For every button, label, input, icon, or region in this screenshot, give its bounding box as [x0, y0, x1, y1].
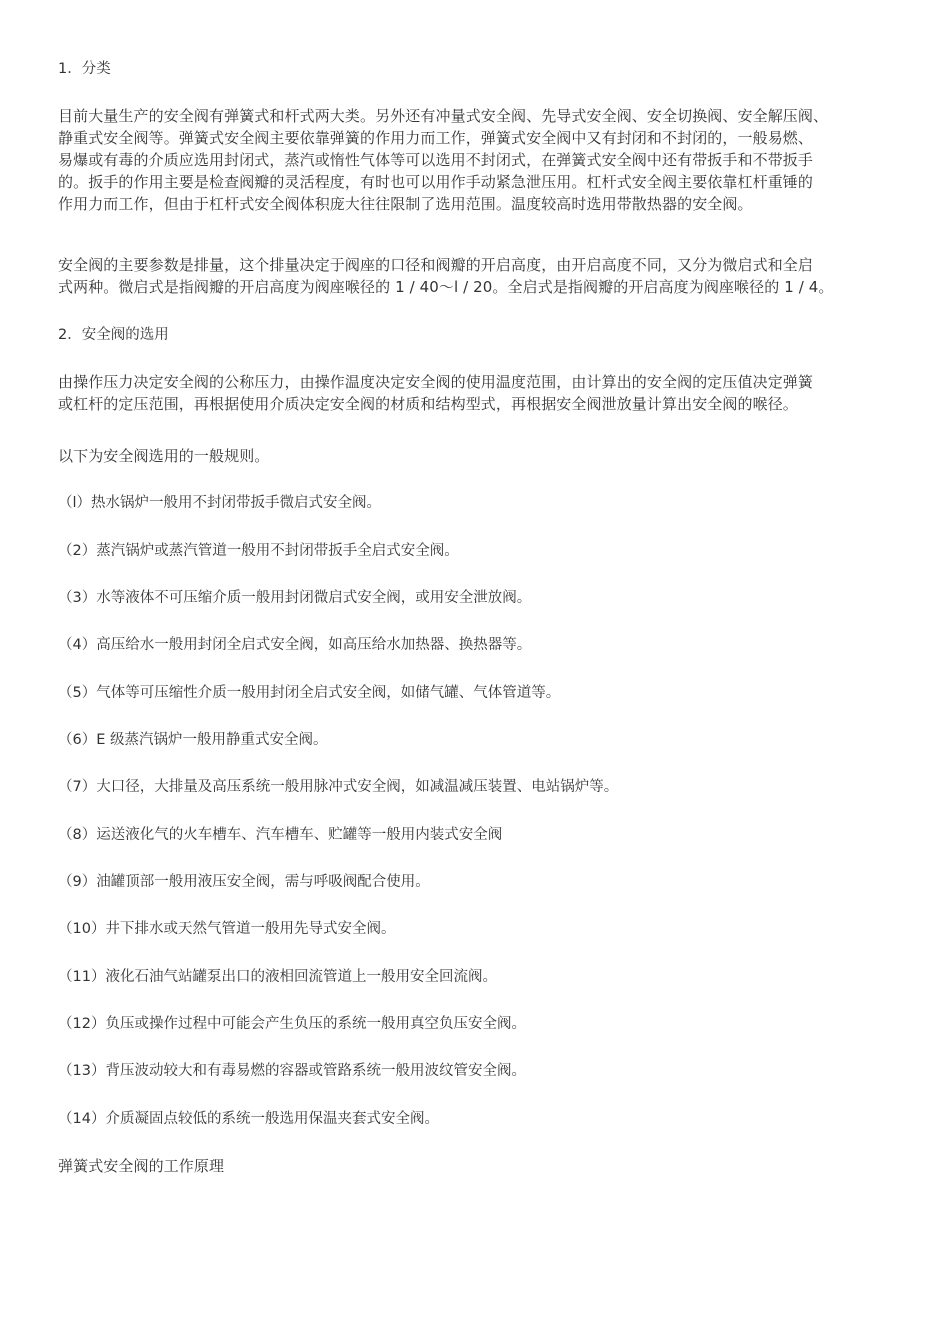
text-line: 安全阀的主要参数是排量，这个排量决定于阀座的口径和阀瓣的开启高度，由开启高度不同，又分为微启式和全启 — [58, 256, 814, 274]
classification-paragraph — [58, 105, 828, 215]
text-line: 易爆或有毒的介质应选用封闭式，蒸汽或惰性气体等可以选用不封闭式，在弹簧式安全阀中还有带扳手和不带扳手 — [58, 151, 814, 169]
text-line: 或杠杆的定压范围，再根据使用介质决定安全阀的材质和结构型式，再根据安全阀泄放量计算出安全阀的喉径。 — [58, 395, 798, 413]
closing-heading: 弹簧式安全阀的工作原理 — [58, 1157, 225, 1175]
rule-item: （13）背压波动较大和有毒易燃的容器或管路系统一般用波纹管安全阀。 — [58, 1063, 526, 1079]
rule-item: （7）大口径，大排量及高压系统一般用脉冲式安全阀，如减温减压装置、电站锅炉等。 — [58, 779, 619, 795]
section-heading-selection: 2．安全阀的选用 — [58, 327, 169, 343]
rule-item: （12）负压或操作过程中可能会产生负压的系统一般用真空负压安全阀。 — [58, 1016, 526, 1032]
rule-item: （11）液化石油气站罐泵出口的液相回流管道上一般用安全回流阀。 — [58, 969, 497, 985]
rule-item: （8）运送液化气的火车槽车、汽车槽车、贮罐等一般用内装式安全阀 — [58, 827, 503, 843]
rule-item: （14）介质凝固点较低的系统一般选用保温夹套式安全阀。 — [58, 1111, 439, 1127]
rule-item: （4）高压给水一般用封闭全启式安全阀，如高压给水加热器、换热器等。 — [58, 637, 532, 653]
rule-item: （l）热水锅炉一般用不封闭带扳手微启式安全阀。 — [58, 495, 382, 511]
rules-intro: 以下为安全阀选用的一般规则。 — [58, 447, 270, 465]
text-line: 作用力而工作，但由于杠杆式安全阀体积庞大往往限制了选用范围。温度较高时选用带散热器的安全阀。 — [58, 195, 753, 213]
rule-item: （5）气体等可压缩性介质一般用封闭全启式安全阀，如储气罐、气体管道等。 — [58, 685, 561, 701]
rule-item: （9）油罐顶部一般用液压安全阀，需与呼吸阀配合使用。 — [58, 874, 430, 890]
rule-item: （2）蒸汽锅炉或蒸汽管道一般用不封闭带扳手全启式安全阀。 — [58, 543, 459, 559]
text-line: 的。扳手的作用主要是检查阀瓣的灵活程度，有时也可以用作手动紧急泄压用。杠杆式安全阀主要依靠杠杆重锤的 — [58, 173, 814, 191]
rule-item: （10）井下排水或天然气管道一般用先导式安全阀。 — [58, 921, 396, 937]
parameters-paragraph — [58, 254, 833, 298]
text-line: 由操作压力决定安全阀的公称压力，由操作温度决定安全阀的使用温度范围，由计算出的安全阀的定压值决定弹簧 — [58, 373, 814, 391]
section-heading-classification: 1．分类 — [58, 61, 111, 77]
text-line: 静重式安全阀等。弹簧式安全阀主要依靠弹簧的作用力而工作，弹簧式安全阀中又有封闭和不封闭的，一般易燃、 — [58, 129, 814, 147]
text-line: 目前大量生产的安全阀有弹簧式和杆式两大类。另外还有冲量式安全阀、先导式安全阀、安全切换阀、安全解压阀、 — [58, 107, 829, 125]
rule-item: （3）水等液体不可压缩介质一般用封闭微启式安全阀，或用安全泄放阀。 — [58, 590, 532, 606]
text-line: 式两种。微启式是指阀瓣的开启高度为阀座喉径的 1 / 40～l / 20。全启式是指阀瓣的开启高度为阀座喉径的 1 / 4。 — [58, 278, 834, 296]
rule-item: （6）E 级蒸汽锅炉一般用静重式安全阀。 — [58, 732, 328, 748]
selection-paragraph — [58, 371, 813, 415]
